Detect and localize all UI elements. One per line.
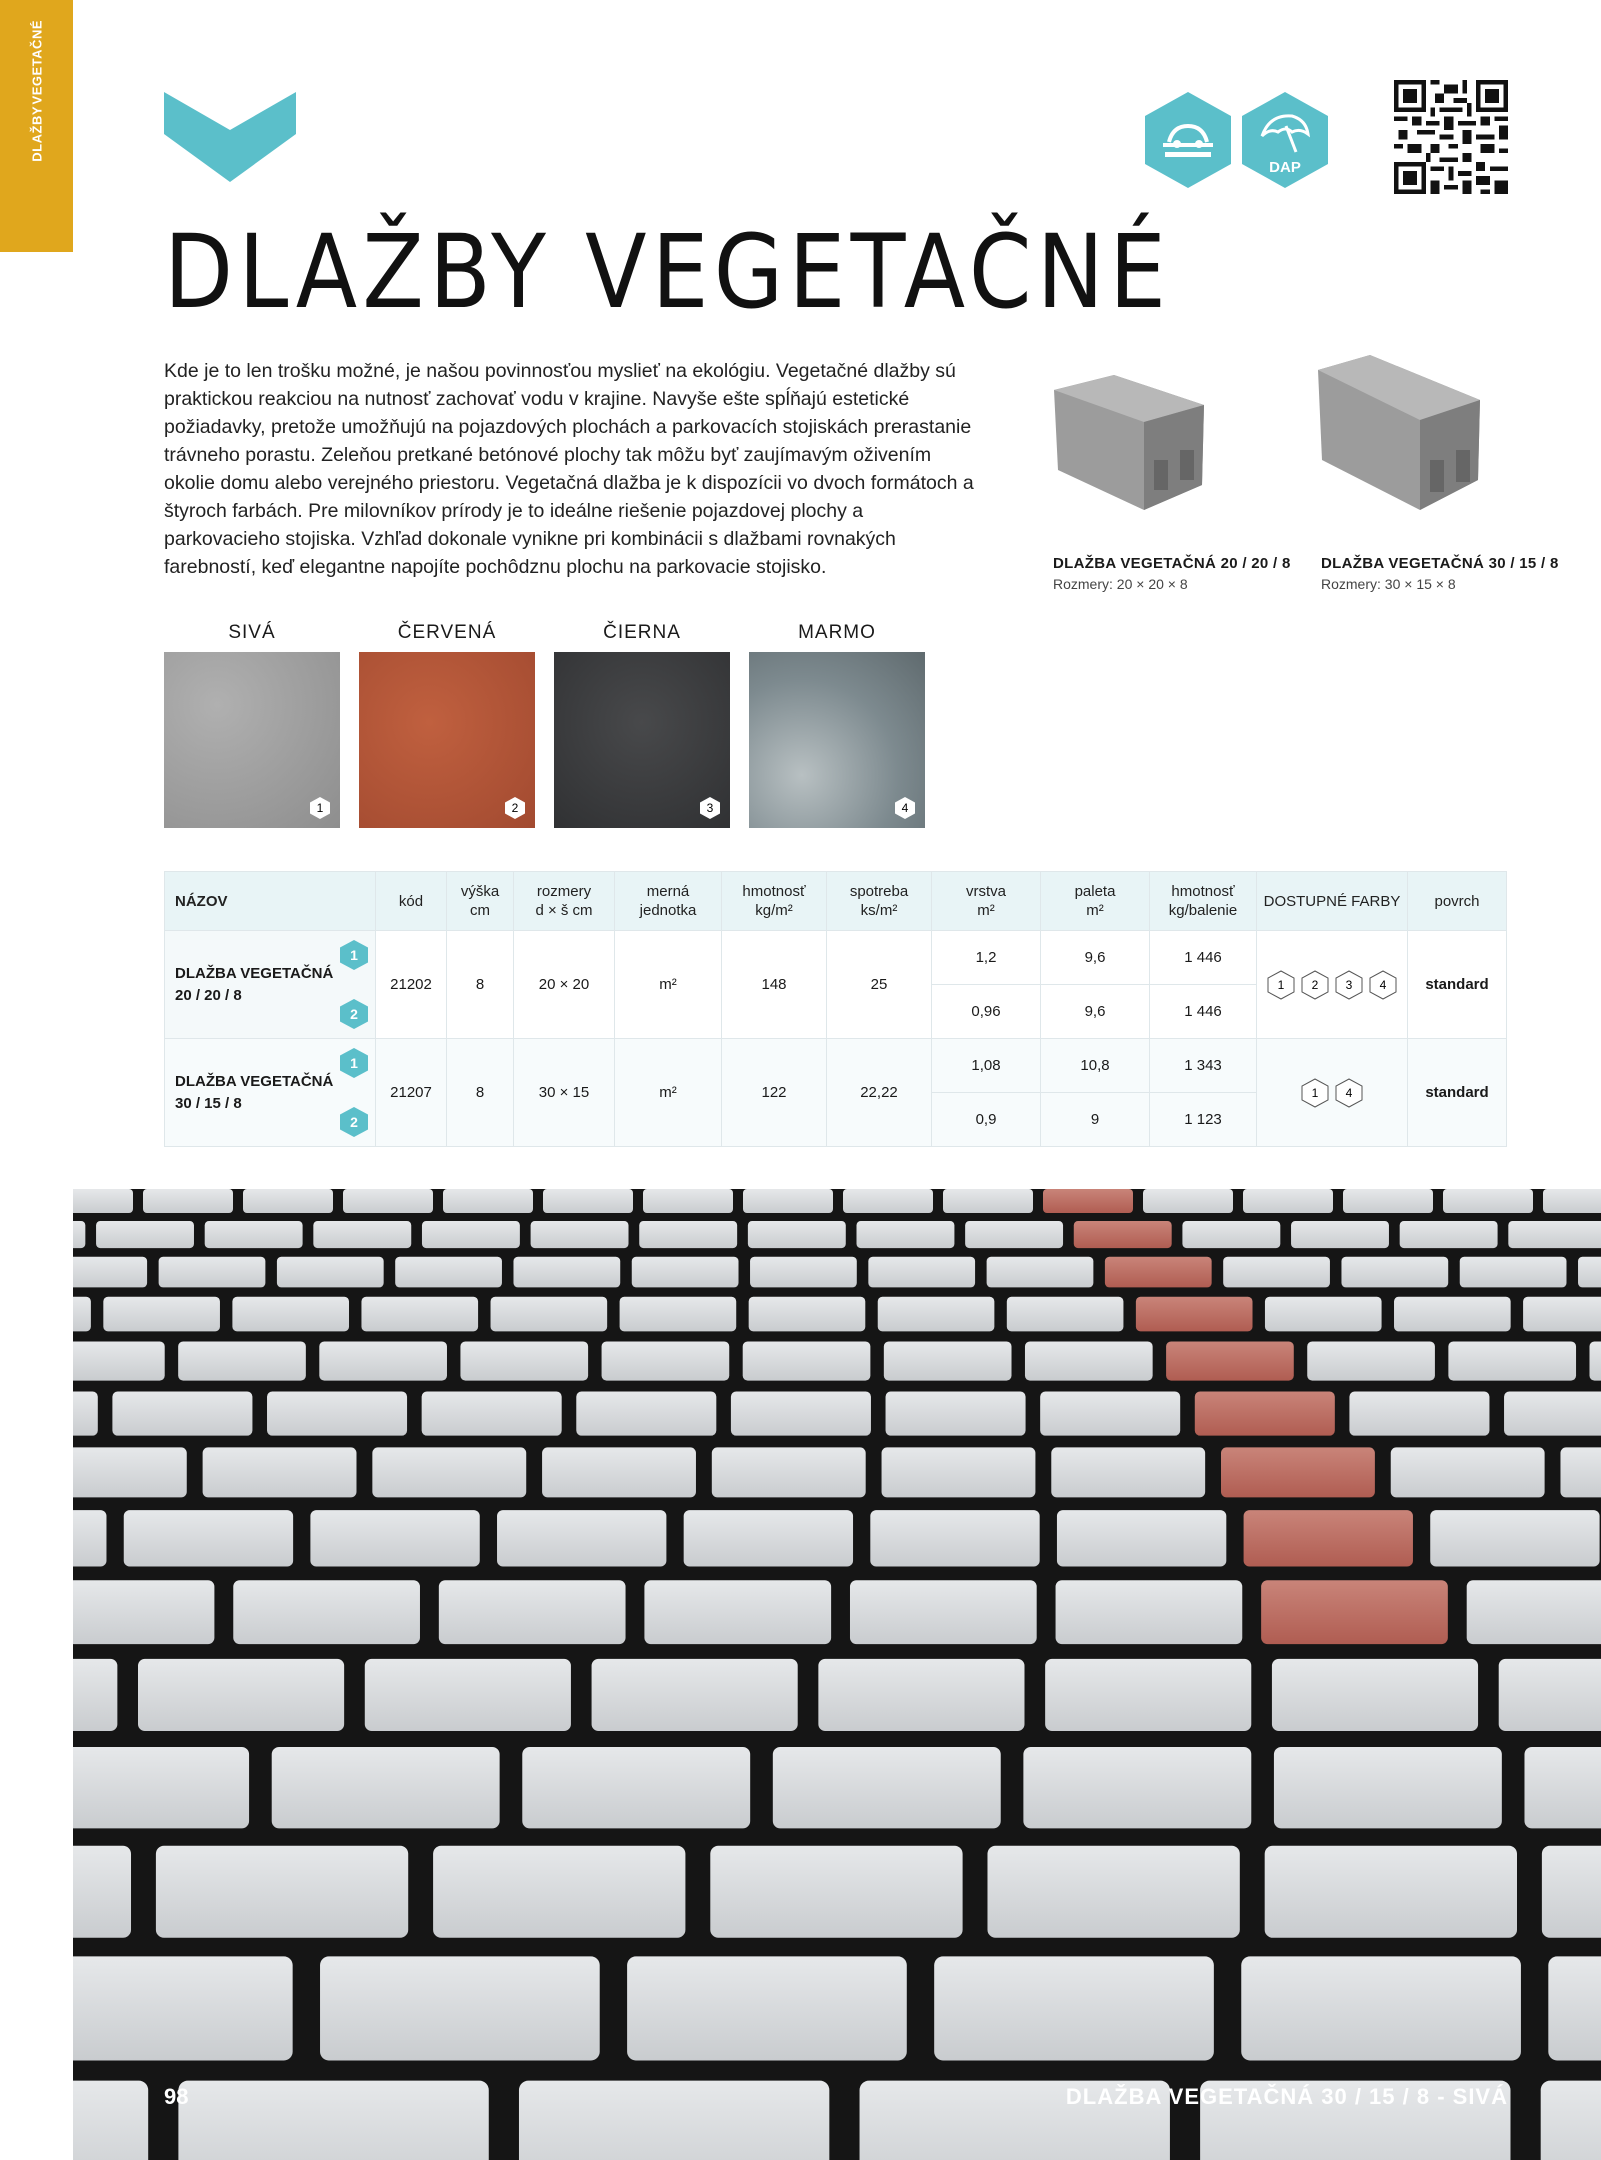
paver-tile xyxy=(178,2081,488,2160)
table-row xyxy=(165,931,1507,985)
red-paver-tile xyxy=(1221,1447,1375,1497)
paver-tile xyxy=(73,1580,214,1644)
paver-tile xyxy=(1448,1341,1576,1380)
cell-pack-weight: 1 123 xyxy=(1150,1093,1257,1147)
swatch-texture xyxy=(749,652,925,828)
paver-tile xyxy=(159,1257,266,1288)
cell-pallet: 9 xyxy=(1041,1093,1150,1147)
paver-tile xyxy=(1542,1846,1601,1938)
variant-badge-1 xyxy=(339,939,369,971)
paver-tile xyxy=(277,1257,384,1288)
paver-tile xyxy=(592,1659,798,1731)
paver-tile xyxy=(743,1189,833,1213)
red-paver-tile xyxy=(1166,1341,1294,1380)
paver-tile xyxy=(73,1391,98,1435)
col-layer: vrstva m² xyxy=(932,872,1041,931)
paver-tile xyxy=(73,1956,293,2060)
paver-tile xyxy=(1265,1297,1382,1332)
paver-tile xyxy=(1056,1580,1243,1644)
paver-tile xyxy=(1341,1257,1448,1288)
svg-text:3: 3 xyxy=(706,801,714,815)
color-swatch-cervena xyxy=(359,620,535,828)
row-name: DLAŽBA VEGETAČNÁ 30 / 15 / 8 1 2 xyxy=(165,1039,376,1147)
red-paver-tile xyxy=(1261,1580,1448,1644)
umbrella-icon xyxy=(1240,90,1330,190)
paver-tile xyxy=(1541,2081,1601,2160)
svg-text:3: 3 xyxy=(1345,977,1353,992)
paver-tile xyxy=(422,1221,520,1248)
col-name: NÁZOV xyxy=(165,872,376,931)
paver-tile xyxy=(1223,1257,1330,1288)
color-number-badge xyxy=(698,796,722,820)
car-icon xyxy=(1143,90,1233,190)
cell-size: 30 × 15 xyxy=(514,1039,615,1147)
col-height: výška cm xyxy=(447,872,514,931)
table-row xyxy=(165,1039,1507,1093)
paver-tile xyxy=(1548,1956,1601,2060)
paver-tile xyxy=(731,1391,871,1435)
paver-tile xyxy=(987,1257,1094,1288)
color-swatch-marmo xyxy=(749,620,925,828)
col-code: kód xyxy=(376,872,447,931)
color-label: SIVÁ xyxy=(228,622,276,643)
cell-layer: 0,96 xyxy=(932,985,1041,1039)
paver-tile xyxy=(320,1956,600,2060)
paver-tile xyxy=(96,1221,194,1248)
paver-tile xyxy=(857,1221,955,1248)
variant-badge-2 xyxy=(339,1106,369,1138)
color-label: MARMO xyxy=(798,622,876,643)
svg-text:4: 4 xyxy=(1345,1085,1353,1100)
paver-tile xyxy=(439,1580,626,1644)
paver-tile xyxy=(372,1447,526,1497)
page-title: DLAŽBY VEGETAČNÉ xyxy=(164,213,1172,332)
red-paver-tile xyxy=(1195,1391,1335,1435)
cell-code: 21202 xyxy=(376,931,447,1039)
paver-tile xyxy=(749,1297,866,1332)
paver-tile xyxy=(934,1956,1214,2060)
paver-tile xyxy=(232,1297,349,1332)
paver-tile xyxy=(73,1447,187,1497)
paver-tile xyxy=(73,1257,147,1288)
red-paver-tile xyxy=(1244,1510,1413,1566)
table-header-row xyxy=(165,872,1507,931)
paver-tile xyxy=(433,1846,685,1938)
color-number-badge xyxy=(893,796,917,820)
product-dims: Rozmery: 30 × 15 × 8 xyxy=(1321,576,1456,592)
paver-tile xyxy=(1040,1391,1180,1435)
paver-tile xyxy=(73,1659,117,1731)
paver-tile xyxy=(519,2081,829,2160)
paver-tile xyxy=(576,1391,716,1435)
cell-unit: m² xyxy=(615,1039,722,1147)
product-name: DLAŽBA VEGETAČNÁ 20 / 20 / 8 xyxy=(1053,555,1291,572)
paver-tile xyxy=(1400,1221,1498,1248)
svg-text:2: 2 xyxy=(350,1114,358,1130)
paver-tile xyxy=(1560,1447,1601,1497)
paver-tile xyxy=(1265,1846,1517,1938)
paver-tile xyxy=(203,1447,357,1497)
paver-tile xyxy=(1499,1659,1601,1731)
paver-tile xyxy=(365,1659,571,1731)
cell-pallet: 9,6 xyxy=(1041,931,1150,985)
side-tab-line-2: VEGETAČNÉ xyxy=(29,20,44,105)
product-image-20-20-8 xyxy=(1044,350,1234,540)
svg-text:1: 1 xyxy=(1277,977,1285,992)
svg-text:4: 4 xyxy=(901,801,909,815)
paver-tile xyxy=(1051,1447,1205,1497)
paver-tile xyxy=(310,1510,479,1566)
paver-tile xyxy=(1025,1341,1153,1380)
paver-tile xyxy=(343,1189,433,1213)
cell-pack-weight: 1 343 xyxy=(1150,1039,1257,1093)
paver-tile xyxy=(73,1846,131,1938)
variant-badge-2 xyxy=(339,998,369,1030)
paver-tile xyxy=(73,2081,148,2160)
paver-tile xyxy=(1589,1341,1601,1380)
paver-tile xyxy=(627,1956,907,2060)
paver-tile xyxy=(1023,1747,1251,1828)
paver-tile xyxy=(522,1747,750,1828)
paver-tile xyxy=(124,1510,293,1566)
col-pack-weight: hmotnosť kg/balenie xyxy=(1150,872,1257,931)
paver-tile xyxy=(1460,1257,1567,1288)
paver-tile xyxy=(1467,1580,1601,1644)
paver-tile xyxy=(1430,1510,1599,1566)
paver-tile xyxy=(987,1846,1239,1938)
swatch-texture xyxy=(359,652,535,828)
cell-weight: 122 xyxy=(722,1039,827,1147)
paver-tile xyxy=(319,1341,447,1380)
col-weight: hmotnosť kg/m² xyxy=(722,872,827,931)
paver-tile xyxy=(1057,1510,1226,1566)
red-paver-tile xyxy=(1136,1297,1253,1332)
paver-tile xyxy=(773,1747,1001,1828)
col-size: rozmery d × š cm xyxy=(514,872,615,931)
paver-tile xyxy=(886,1391,1026,1435)
cell-layer: 1,08 xyxy=(932,1039,1041,1093)
paver-tile xyxy=(1045,1659,1251,1731)
paver-tile xyxy=(1504,1391,1601,1435)
paver-tile xyxy=(639,1221,737,1248)
red-paver-tile xyxy=(1105,1257,1212,1288)
paver-tile xyxy=(1272,1659,1478,1731)
paver-tile xyxy=(632,1257,739,1288)
color-label: ČERVENÁ xyxy=(397,622,497,643)
col-unit: merná jednotka xyxy=(615,872,722,931)
paver-tile xyxy=(1007,1297,1124,1332)
paver-tile xyxy=(643,1189,733,1213)
paver-tile xyxy=(710,1846,962,1938)
cell-weight: 148 xyxy=(722,931,827,1039)
col-colors: DOSTUPNÉ FARBY xyxy=(1257,872,1408,931)
paver-tile xyxy=(460,1341,588,1380)
paver-tile xyxy=(1394,1297,1511,1332)
cell-pack-weight: 1 446 xyxy=(1150,931,1257,985)
paver-tile xyxy=(73,1341,165,1380)
paver-tile xyxy=(850,1580,1037,1644)
color-label: ČIERNA xyxy=(603,622,681,643)
cell-pallet: 9,6 xyxy=(1041,985,1150,1039)
paver-tile xyxy=(818,1659,1024,1731)
paver-tile xyxy=(243,1189,333,1213)
svg-text:1: 1 xyxy=(316,801,324,815)
paver-tile xyxy=(712,1447,866,1497)
paver-tile xyxy=(531,1221,629,1248)
product-20-20-8 xyxy=(1053,555,1291,592)
color-chip xyxy=(1301,970,1329,1000)
color-chip xyxy=(1267,970,1295,1000)
color-chip xyxy=(1301,1078,1329,1108)
paver-tile xyxy=(1543,1189,1601,1213)
paver-tile xyxy=(272,1747,500,1828)
paver-tile xyxy=(395,1257,502,1288)
paver-tile xyxy=(1524,1747,1601,1828)
paver-tile xyxy=(644,1580,831,1644)
paver-tile xyxy=(748,1221,846,1248)
cell-surface: standard xyxy=(1408,1039,1507,1147)
cell-colors xyxy=(1257,1039,1408,1147)
cell-consumption: 22,22 xyxy=(827,1039,932,1147)
color-number-badge xyxy=(503,796,527,820)
color-swatch-siva xyxy=(164,620,340,828)
paver-tile xyxy=(543,1189,633,1213)
paver-tile xyxy=(491,1297,608,1332)
cell-unit: m² xyxy=(615,931,722,1039)
color-swatch-cierna xyxy=(554,620,730,828)
cell-pallet: 10,8 xyxy=(1041,1039,1150,1093)
color-chip xyxy=(1369,970,1397,1000)
paver-tile xyxy=(233,1580,420,1644)
paver-tile xyxy=(73,1747,249,1828)
paver-tile xyxy=(965,1221,1063,1248)
color-chip xyxy=(1335,970,1363,1000)
paver-tile xyxy=(843,1189,933,1213)
cell-consumption: 25 xyxy=(827,931,932,1039)
paver-tile xyxy=(361,1297,478,1332)
paver-tile xyxy=(73,1297,91,1332)
dap-label: DAP xyxy=(1269,159,1301,176)
paver-tile xyxy=(513,1257,620,1288)
paver-tile xyxy=(1349,1391,1489,1435)
red-paver-tile xyxy=(1074,1221,1172,1248)
paver-tile xyxy=(1241,1956,1521,2060)
paver-tile xyxy=(750,1257,857,1288)
paver-tile xyxy=(143,1189,233,1213)
red-paver-tile xyxy=(1043,1189,1133,1213)
qr-code-icon[interactable] xyxy=(1394,80,1508,194)
paver-tile xyxy=(870,1510,1039,1566)
paver-tile xyxy=(684,1510,853,1566)
photo-caption: DLAŽBA VEGETAČNÁ 30 / 15 / 8 - SIVÁ xyxy=(1065,2084,1508,2109)
paver-tile xyxy=(1291,1221,1389,1248)
svg-text:1: 1 xyxy=(350,1055,358,1071)
page-number: 98 xyxy=(164,2084,189,2109)
paver-tile xyxy=(112,1391,252,1435)
paver-tile xyxy=(1243,1189,1333,1213)
cell-layer: 1,2 xyxy=(932,931,1041,985)
variant-badge-1 xyxy=(339,1047,369,1079)
paver-tile xyxy=(267,1391,407,1435)
paver-tile xyxy=(1523,1297,1601,1332)
paver-tile xyxy=(73,1221,85,1248)
paving-photo xyxy=(73,1189,1601,2160)
svg-text:2: 2 xyxy=(1311,977,1319,992)
paver-tile xyxy=(1508,1221,1601,1248)
cell-height: 8 xyxy=(447,1039,514,1147)
paver-tile xyxy=(1307,1341,1435,1380)
cell-layer: 0,9 xyxy=(932,1093,1041,1147)
intro-paragraph: Kde je to len trošku možné, je našou povinnosťou myslieť na ekológiu. Vegetačné dlažby sú praktickou reakciou na nutnosť zachovať vodu v krajine. Navyše ešte spĺňajú estetické požiadavky, pretože umožňujú na pojazdových plochách a parkovacích stojiskách prerastanie trávneho porastu. Zeleňou pretkané betónové plochy tak môžu byť zaujímavým oživením okolie domu alebo verejného priestoru. Vegetačná dlažba je k dispozícii vo dvoch formátoch a štyroch farbách. Pre milovníkov prírody je to ideálne riešenie pojazdovej plochy a parkovacieho stojiska. Vzhľad dokonale vynikne pri kombinácii s dlažbami rovnakých farebností, keď elegantne napojíte pochôdznu plochu na parkovacie stojisko. xyxy=(164,360,974,578)
color-number-badge xyxy=(308,796,332,820)
cell-pack-weight: 1 446 xyxy=(1150,985,1257,1039)
paver-tile xyxy=(878,1297,995,1332)
product-30-15-8 xyxy=(1321,555,1559,592)
paver-tile xyxy=(1343,1189,1433,1213)
paver-tile xyxy=(1578,1257,1601,1288)
paver-tile xyxy=(743,1341,871,1380)
spec-table xyxy=(164,871,1507,1147)
paver-tile xyxy=(178,1341,306,1380)
swatch-texture xyxy=(164,652,340,828)
paver-tile xyxy=(602,1341,730,1380)
product-dims: Rozmery: 20 × 20 × 8 xyxy=(1053,576,1188,592)
paver-tile xyxy=(73,1510,106,1566)
svg-text:1: 1 xyxy=(1311,1085,1319,1100)
paver-tile xyxy=(443,1189,533,1213)
col-pallet: paleta m² xyxy=(1041,872,1150,931)
paver-tile xyxy=(620,1297,737,1332)
paver-tile xyxy=(313,1221,411,1248)
paver-tile xyxy=(884,1341,1012,1380)
paver-tile xyxy=(422,1391,562,1435)
product-name: DLAŽBA VEGETAČNÁ 30 / 15 / 8 xyxy=(1321,555,1559,572)
swatch-texture xyxy=(554,652,730,828)
product-image-30-15-8 xyxy=(1310,340,1500,530)
row-name: DLAŽBA VEGETAČNÁ 20 / 20 / 8 1 2 xyxy=(165,931,376,1039)
svg-text:1: 1 xyxy=(350,947,358,963)
paver-tile xyxy=(156,1846,408,1938)
cell-colors xyxy=(1257,931,1408,1039)
col-consumption: spotreba ks/m² xyxy=(827,872,932,931)
paver-tile xyxy=(1443,1189,1533,1213)
paver-tile xyxy=(882,1447,1036,1497)
cell-surface: standard xyxy=(1408,931,1507,1039)
svg-text:2: 2 xyxy=(350,1006,358,1022)
paver-tile xyxy=(73,1189,133,1213)
paver-tile xyxy=(497,1510,666,1566)
side-tab-line-1: DLAŽBY xyxy=(29,106,44,163)
cell-code: 21207 xyxy=(376,1039,447,1147)
paver-tile xyxy=(103,1297,220,1332)
section-side-tab xyxy=(0,0,73,252)
paver-tile xyxy=(943,1189,1033,1213)
cell-height: 8 xyxy=(447,931,514,1039)
paver-tile xyxy=(1182,1221,1280,1248)
paver-tile xyxy=(868,1257,975,1288)
color-chip xyxy=(1335,1078,1363,1108)
chevron-logo-icon xyxy=(164,92,296,182)
svg-text:4: 4 xyxy=(1379,977,1387,992)
paver-tile xyxy=(138,1659,344,1731)
paver-tile xyxy=(542,1447,696,1497)
paver-tile xyxy=(1143,1189,1233,1213)
col-surface: povrch xyxy=(1408,872,1507,931)
paver-tile xyxy=(205,1221,303,1248)
paver-tile xyxy=(1391,1447,1545,1497)
cell-size: 20 × 20 xyxy=(514,931,615,1039)
paver-tile xyxy=(1274,1747,1502,1828)
svg-text:2: 2 xyxy=(511,801,519,815)
